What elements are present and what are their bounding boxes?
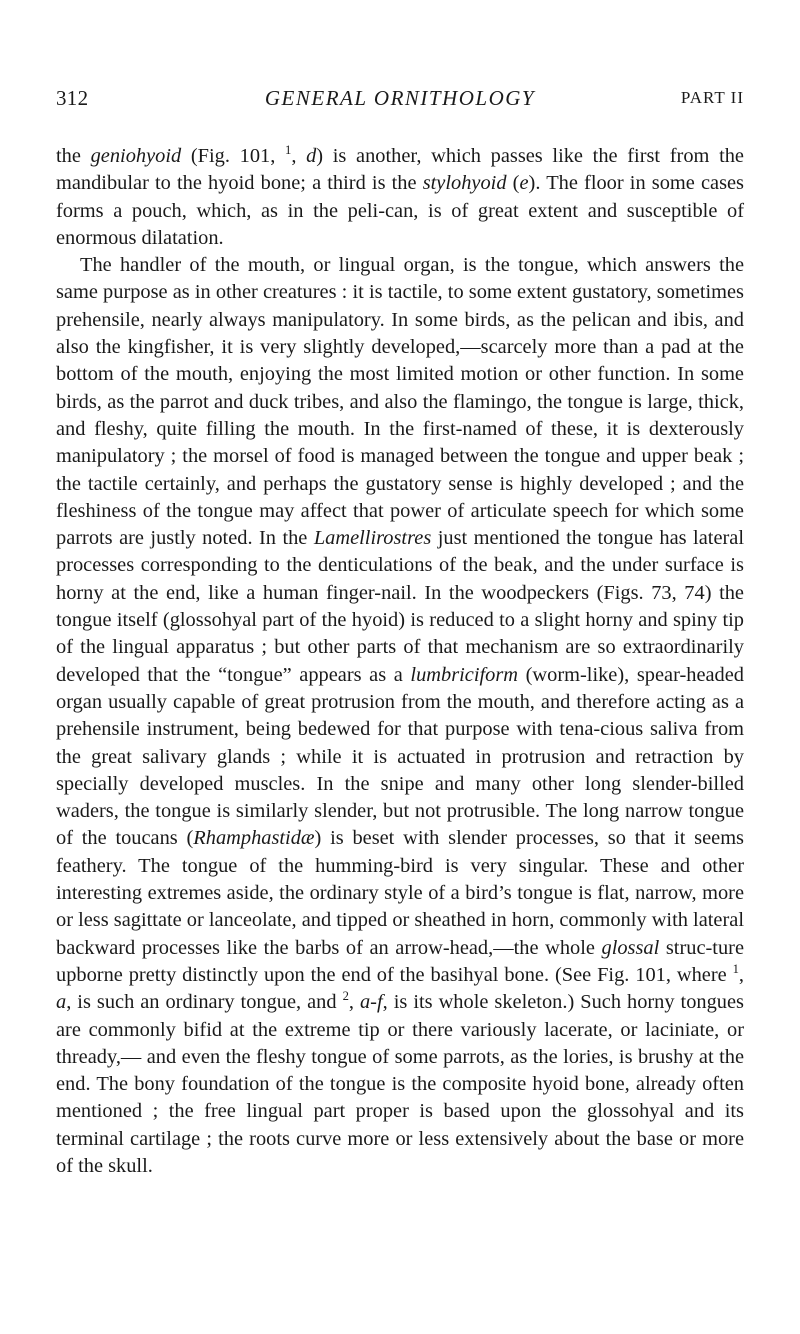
text-run: ( bbox=[506, 172, 520, 195]
italic-term: glossal bbox=[601, 936, 660, 959]
italic-term: Rhamphastidæ bbox=[193, 827, 315, 850]
text-run: just mentioned the tongue has lateral processes corresponding to the denticulations of the beak, and the under surface is horny at the end, like a human finger-nail. In the woodpeckers (Figs. 73, 74) the tongue itself (glossohyal part of the hyoid) is reduced to a slight horny and spiny tip of the lingual apparatus ; but other parts of that mechanism are so extraordinarily developed that the “tongue” appears as a bbox=[56, 527, 744, 686]
text-run: (Fig. 101, bbox=[181, 145, 285, 167]
text-run: , bbox=[291, 145, 307, 167]
text-run: , bbox=[348, 991, 360, 1014]
paragraph-2 bbox=[56, 252, 744, 1180]
body-text bbox=[56, 143, 744, 1180]
text-run: ). The floor in some cases forms a pouch, which, as in the peli-can, is of great extent and susceptible of enormous dilatation. bbox=[56, 172, 744, 249]
text-run: (worm-like), spear-headed organ usually capable of great protrusion from the mouth, and therefore acting as a prehensile instrument, being bedewed for that purpose with tena-cious saliva from the great salivary glands ; while it is actuated in protrusion and retraction by specially developed muscles. In the snipe and many other long slender-billed waders, the tongue is similarly slender, but not protrusible. The long narrow tongue of the toucans ( bbox=[56, 663, 744, 850]
italic-term: stylohyoid bbox=[422, 172, 507, 195]
superscript: 2 bbox=[342, 989, 349, 1004]
text-run: The handler of the mouth, or lingual organ, is the tongue, which answers the same purpose as in other creatures : it is tactile, to some extent gustatory, sometimes prehensile, nearly always manipulatory. In some birds, as the pelican and ibis, and also the kingfisher, it is very slightly developed,—scarcely more than a pad at the bottom of the mouth, enjoying the most limited motion or other function. In some birds, as the parrot and duck tribes, and also the flamingo, the tongue is large, thick, and fleshy, quite filling the mouth. In the first-named of these, it is dexterously manipulatory ; the morsel of food is managed between the tongue and upper beak ; the tactile certainly, and perhaps the gustatory sense is highly developed ; and the fleshiness of the tongue may affect that power of articulate speech for which some parrots are justly noted. In the bbox=[56, 254, 744, 550]
italic-term: d bbox=[306, 145, 317, 167]
text-run: ) is beset with slender processes, so that it seems feathery. The tongue of the humming-bird is very singular. These and other interesting extremes aside, the ordinary style of a bird’s tongue is flat, narrow, more or less sagittate or lanceolate, and tipped or sheathed in horn, commonly with lateral backward processes like the barbs of an arrow-head,—the whole bbox=[56, 827, 744, 959]
text-run: ) is another, which passes like the first from the mandibular to the hyoid bone; a third is the bbox=[56, 145, 744, 195]
italic-term: geniohyoid bbox=[90, 145, 182, 167]
italic-term: a-f bbox=[359, 991, 383, 1014]
text-run: , bbox=[738, 963, 744, 986]
italic-term: lumbriciform bbox=[410, 663, 519, 686]
running-header bbox=[56, 86, 744, 116]
text-run: the bbox=[56, 145, 91, 167]
running-title: GENERAL ORNITHOLOGY bbox=[264, 86, 536, 110]
paragraph-1 bbox=[56, 143, 744, 252]
part-label: PART II bbox=[680, 88, 744, 107]
text-run: , is such an ordinary tongue, and bbox=[66, 991, 343, 1014]
text-run: struc-ture upborne pretty distinctly upon the end of the basihyal bone. (See Fig. 101, where bbox=[56, 936, 744, 986]
superscript: 1 bbox=[732, 962, 739, 977]
superscript: 1 bbox=[285, 143, 292, 158]
italic-term: Lamellirostres bbox=[313, 527, 432, 550]
text-run: , is its whole skeleton.) Such horny tongues are commonly bifid at the extreme tip or there variously lacerate, or laciniate, or thready,— and even the fleshy tongue of some parrots, as the lories, is brushy at the end. The bony foundation of the tongue is the composite hyoid bone, already often mentioned ; the free lingual part proper is based upon the glossohyal and its terminal cartilage ; the roots curve more or less extensively about the base or more of the skull. bbox=[56, 991, 744, 1177]
page-number: 312 bbox=[56, 86, 89, 110]
italic-term: e bbox=[519, 172, 529, 195]
italic-term: a bbox=[56, 991, 67, 1014]
